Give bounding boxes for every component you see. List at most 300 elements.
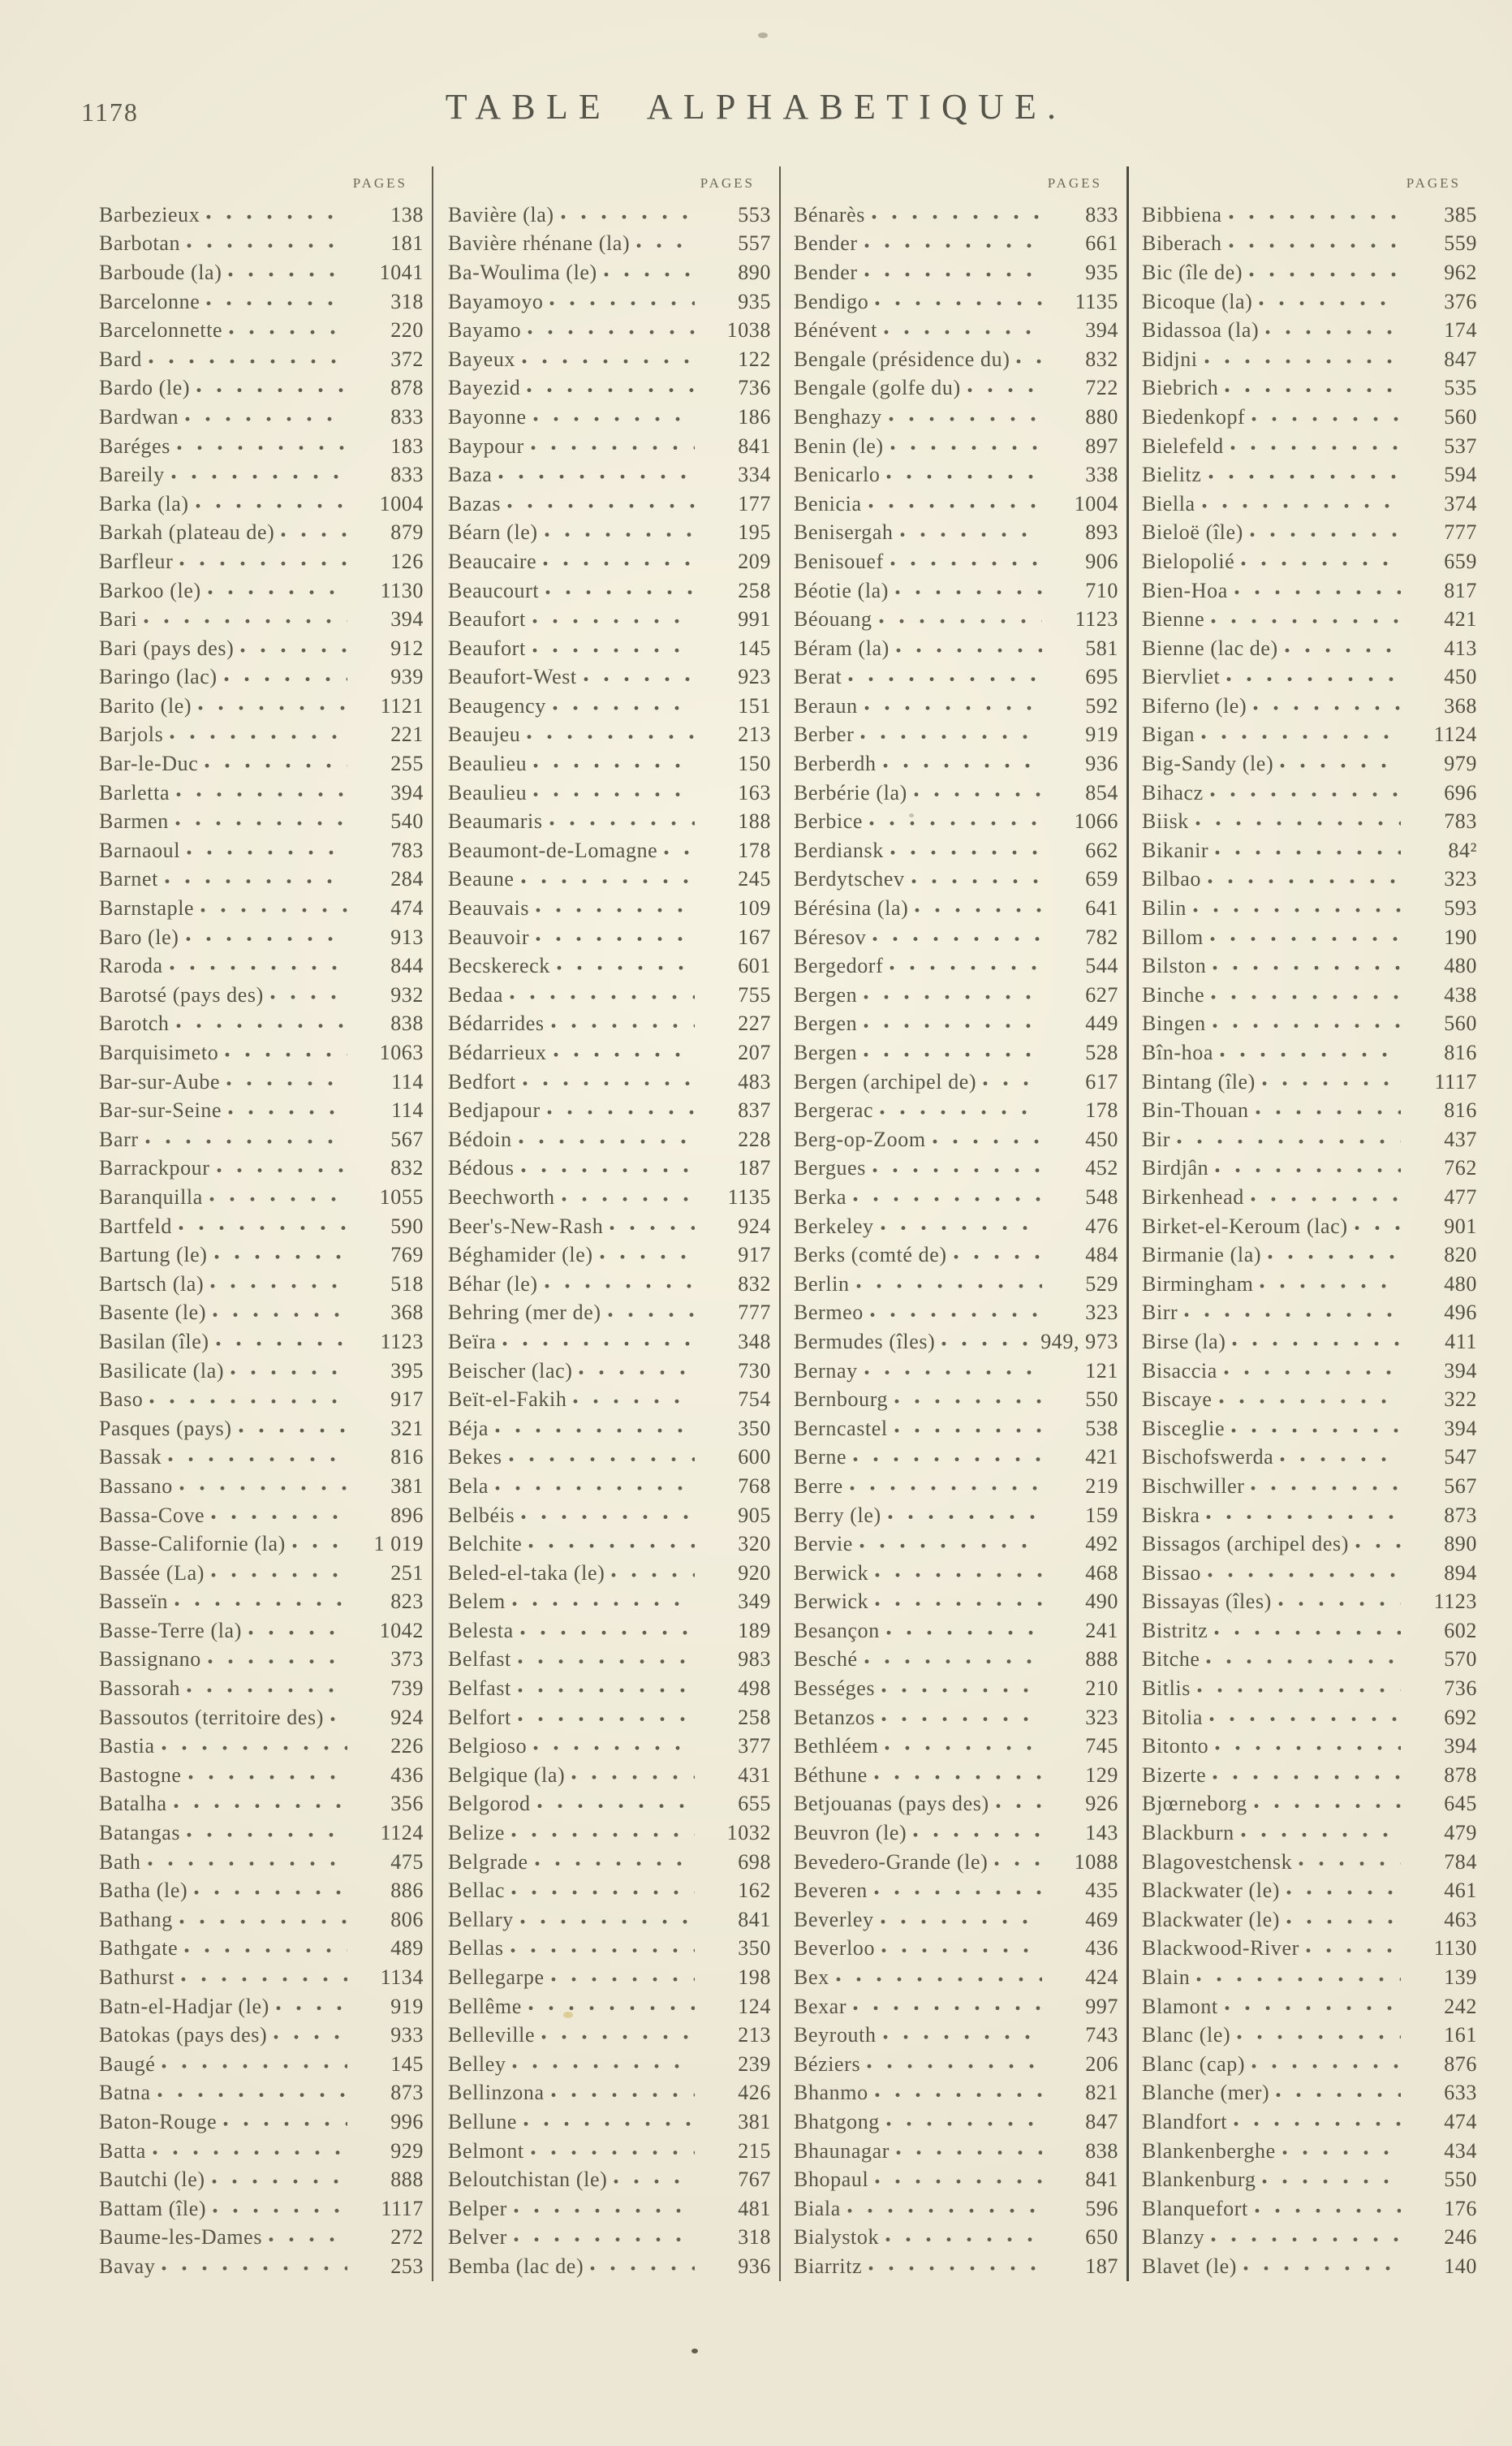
entry-name: Bergen [794,1041,858,1065]
entry-name: Berks (comté de) [794,1243,947,1267]
entry-name: Barboude (la) [99,260,222,284]
index-entry [1142,1385,1477,1414]
index-entry [99,1703,424,1732]
ink-speck [563,2012,573,2018]
entry-page-number: 334 [738,463,771,487]
entry-page-number: 161 [1444,2023,1477,2047]
dot-leader [212,2165,347,2194]
entry-name: Beechworth [448,1184,555,1209]
entry-name: Bassée (La) [99,1560,205,1585]
entry-page-number: 450 [1085,1127,1118,1151]
dot-leader [521,1154,695,1184]
dot-leader [881,1703,1042,1732]
entry-name: Bicoque (la) [1142,289,1253,313]
dot-leader [518,1703,695,1732]
entry-page-number: 167 [738,925,771,949]
dot-leader [187,230,347,259]
entry-page-number: 548 [1085,1184,1118,1209]
dot-leader [228,1096,347,1125]
dot-leader [896,634,1042,663]
pages-column-header: PAGES [1406,175,1461,191]
index-entry [99,316,424,345]
index-entry [99,981,424,1010]
entry-name: Bergedorf [794,954,884,978]
dot-leader [1196,1963,1401,1992]
dot-leader [541,2021,695,2050]
index-entry [99,951,424,981]
entry-page-number: 936 [738,2254,771,2278]
dot-leader [545,519,695,548]
index-entry [794,201,1118,230]
entry-page-number: 924 [390,1705,424,1729]
dot-leader [518,1674,695,1703]
entry-name: Bir [1142,1127,1171,1151]
entry-page-number: 1130 [1433,1936,1477,1961]
entry-name: Bermudes (îles) [794,1329,936,1353]
index-entry [99,1357,424,1386]
entry-page-number: 177 [738,491,771,516]
index-entry [99,779,424,808]
entry-page-number: 996 [390,2109,424,2133]
entry-page-number: 213 [738,2023,771,2047]
index-entry [448,923,771,952]
index-entry [99,663,424,692]
entry-name: Barkah (plateau de) [99,520,275,545]
index-entry [794,2079,1118,2108]
entry-name: Berberdh [794,752,877,776]
index-entry [448,721,771,750]
entry-page-number: 174 [1444,318,1477,343]
dot-leader [864,1357,1042,1386]
entry-page-number: 873 [390,2081,424,2105]
entry-name: Bartfeld [99,1214,172,1238]
entry-page-number: 590 [390,1214,424,1238]
entry-page-number: 518 [390,1271,424,1296]
dot-leader [886,2107,1042,2137]
entry-name: Béouang [794,607,872,632]
dot-leader [886,460,1042,490]
entry-name: Billom [1142,925,1204,949]
dot-leader [208,576,347,606]
index-entry [794,1818,1118,1848]
index-entry [448,1848,771,1877]
entry-name: Blackburn [1142,1821,1234,1845]
entry-name: Birkenhead [1142,1184,1244,1209]
entry-name: Bavay [99,2254,156,2278]
entry-name: Beaumont-de-Lomagne [448,838,658,862]
index-entry [448,1327,771,1357]
dot-leader [1280,749,1401,779]
entry-page-number: 421 [1444,607,1477,632]
entry-name: Bintang (île) [1142,1069,1256,1094]
dot-leader [1255,2194,1401,2224]
entry-page-number: 919 [390,1994,424,2018]
dot-leader [853,1443,1042,1473]
entry-name: Beverley [794,1907,874,1931]
index-entry [448,2194,771,2224]
entry-name: Barnaoul [99,838,181,862]
entry-name: Bissao [1142,1560,1201,1585]
dot-leader [890,951,1042,981]
entry-name: Betanzos [794,1705,876,1729]
dot-leader [537,1790,695,1819]
entry-name: Bielopolié [1142,549,1235,573]
ink-speck [909,813,914,817]
entry-name: Baton-Rouge [99,2109,218,2133]
entry-name: Beïra [448,1329,497,1353]
index-entry [448,1646,771,1675]
dot-leader [1215,836,1401,865]
index-entry [1142,1963,1477,1992]
entry-page-number: 538 [1085,1416,1118,1440]
entry-name: Blandfort [1142,2109,1228,2133]
entry-page-number: 816 [390,1445,424,1469]
index-entry [99,1068,424,1097]
index-entry [1142,316,1477,345]
entry-page-number: 879 [390,520,424,545]
entry-page-number: 368 [1444,693,1477,718]
index-entry [448,2021,771,2050]
entry-page-number: 1 019 [373,1532,424,1556]
entry-name: Bethléem [794,1734,879,1758]
dot-leader [179,1472,347,1501]
index-entry [99,1935,424,1964]
entry-page-number: 936 [1085,752,1118,776]
entry-page-number: 322 [1444,1387,1477,1412]
dot-leader [269,2224,347,2253]
index-entry [99,1905,424,1935]
entry-name: Beaumaris [448,809,543,834]
entry-page-number: 480 [1444,954,1477,978]
index-entry [1142,519,1477,548]
entry-name: Bienne (lac de) [1142,636,1278,660]
dot-leader [1206,1646,1401,1675]
entry-name: Bernbourg [794,1387,889,1412]
entry-page-number: 483 [738,1069,771,1094]
entry-name: Bari [99,607,138,632]
entry-name: Bisceglie [1142,1416,1226,1440]
entry-page-number: 373 [390,1647,424,1672]
entry-page-number: 129 [1085,1762,1118,1787]
dot-leader [495,1414,695,1443]
entry-name: Bességes [794,1676,876,1701]
index-entry [99,634,424,663]
entry-page-number: 138 [390,202,424,226]
dot-leader [911,865,1042,895]
dot-leader [551,1963,695,1992]
index-entry [99,1559,424,1588]
index-entry [448,1935,771,1964]
dot-leader [1237,2021,1401,2050]
entry-page-number: 913 [390,925,424,949]
dot-leader [885,1732,1042,1761]
index-entry [794,490,1118,519]
dot-leader [292,1529,347,1559]
entry-name: Bhaunagar [794,2138,890,2163]
entry-name: Becskereck [448,954,550,978]
index-entry [448,1183,771,1212]
entry-page-number: 122 [738,347,771,371]
entry-page-number: 935 [1085,260,1118,284]
dot-leader [514,2224,695,2253]
entry-page-number: 1004 [1074,491,1118,516]
dot-leader [860,721,1042,750]
entry-page-number: 847 [1444,347,1477,371]
entry-page-number: 209 [738,549,771,573]
entry-page-number: 207 [738,1041,771,1065]
entry-page-number: 1038 [726,318,771,343]
entry-page-number: 1130 [380,578,424,602]
entry-name: Béziers [794,2051,861,2076]
index-entry [99,2021,424,2050]
index-entry [1142,2224,1477,2253]
entry-page-number: 762 [1444,1156,1477,1180]
dot-leader [270,981,347,1010]
dot-leader [148,1848,347,1877]
index-entry [99,1963,424,1992]
index-entry [448,403,771,432]
entry-name: Belfast [448,1647,511,1672]
entry-name: Barr [99,1127,139,1151]
entry-name: Beaujeu [448,723,521,747]
index-entry [448,749,771,779]
entry-name: Bellary [448,1907,514,1931]
dot-leader [884,316,1042,345]
dot-leader [230,1357,347,1386]
entry-name: Beauvais [448,896,530,921]
entry-name: Berwick [794,1590,869,1614]
dot-leader [1208,460,1401,490]
entry-name: Berdiansk [794,838,884,862]
entry-name: Besché [794,1647,858,1672]
entry-name: Bervie [794,1532,853,1556]
index-entry [448,1154,771,1184]
entry-page-number: 919 [1085,723,1118,747]
entry-name: Belize [448,1821,506,1845]
entry-page-number: 394 [390,780,424,805]
index-entry [448,2137,771,2166]
entry-page-number: 838 [390,1012,424,1036]
entry-name: Bigan [1142,723,1195,747]
dot-leader [571,1761,695,1790]
index-entry [99,836,424,865]
entry-name: Basilicate (la) [99,1358,225,1383]
entry-page-number: 350 [738,1416,771,1440]
dot-leader [1225,1992,1401,2021]
entry-name: Barbezieux [99,202,200,226]
entry-name: Berwick [794,1560,869,1585]
entry-name: Bender [794,260,858,284]
entry-name: Belper [448,2196,507,2220]
entry-page-number: 374 [1444,491,1477,516]
entry-page-number: 695 [1085,665,1118,689]
entry-page-number: 876 [1444,2051,1477,2076]
dot-leader [511,1876,695,1905]
index-entry [1142,1876,1477,1905]
dot-leader [853,1183,1042,1212]
index-entry [1142,2079,1477,2108]
index-entry [794,1992,1118,2021]
entry-name: Bergues [794,1156,866,1180]
entry-name: Berlin [794,1271,850,1296]
index-entry [448,1385,771,1414]
dot-leader [864,258,1042,287]
dot-leader [868,490,1042,519]
dot-leader [889,403,1042,432]
index-entry [448,547,771,576]
entry-page-number: 983 [738,1647,771,1672]
index-entry [448,1818,771,1848]
entry-page-number: 437 [1444,1127,1477,1151]
entry-name: Barnstaple [99,896,195,921]
entry-page-number: 198 [738,1965,771,1990]
entry-name: Bellinzona [448,2081,545,2105]
index-entry [99,1240,424,1270]
dot-leader [274,2021,347,2050]
entry-name: Biisk [1142,809,1189,834]
dot-leader [881,1905,1042,1935]
index-entry [1142,692,1477,721]
index-entry [99,374,424,403]
index-entry [99,345,424,374]
entry-page-number: 912 [390,636,424,660]
entry-name: Big-Sandy (le) [1142,752,1274,776]
dot-leader [214,1240,347,1270]
entry-name: Biskra [1142,1503,1200,1527]
index-entry [99,1010,424,1039]
entry-name: Bekes [448,1445,502,1469]
index-entry [448,779,771,808]
index-entry [794,1559,1118,1588]
entry-page-number: 436 [1085,1936,1118,1961]
entry-page-number: 627 [1085,982,1118,1007]
entry-page-number: 854 [1085,780,1118,805]
entry-page-number: 890 [1444,1532,1477,1556]
dot-leader [223,2107,347,2137]
entry-page-number: 923 [738,665,771,689]
entry-name: Pasques (pays) [99,1416,232,1440]
dot-leader [177,432,347,461]
entry-page-number: 1117 [381,2196,424,2220]
index-entry [99,230,424,259]
entry-page-number: 783 [390,838,424,862]
index-entry [1142,1068,1477,1097]
index-entry [1142,258,1477,287]
dot-leader [875,2165,1042,2194]
index-entry [448,2252,771,2281]
entry-name: Belfort [448,1705,511,1729]
entry-page-number: 251 [390,1560,424,1585]
entry-page-number: 878 [1444,1762,1477,1787]
entry-name: Beaufort-West [448,665,577,689]
entry-name: Bautchi (le) [99,2168,205,2192]
entry-name: Biferno (le) [1142,693,1247,718]
index-entry [99,1588,424,1617]
entry-page-number: 745 [1085,1734,1118,1758]
entry-page-number: 479 [1444,1821,1477,1845]
entry-page-number: 755 [738,982,771,1007]
index-entry [794,258,1118,287]
index-entry [794,807,1118,836]
entry-name: Barka (la) [99,491,189,516]
index-entry [1142,1240,1477,1270]
entry-name: Bikanir [1142,838,1209,862]
entry-name: Besançon [794,1618,880,1642]
dot-leader [206,201,347,230]
dot-leader [186,923,347,952]
index-entry [794,605,1118,634]
entry-name: Baza [448,463,493,487]
dot-leader [1251,1183,1401,1212]
index-entry [1142,865,1477,895]
index-entry [794,1327,1118,1357]
entry-name: Bassano [99,1473,173,1498]
index-entry [794,1646,1118,1675]
index-entry [99,1154,424,1184]
entry-page-number: 650 [1085,2225,1118,2250]
dot-leader [511,1818,695,1848]
entry-name: Bendigo [794,289,869,313]
entry-name: Barito (le) [99,693,192,718]
entry-name: Bard [99,347,142,371]
index-entry [794,1761,1118,1790]
index-entry [794,1414,1118,1443]
dot-leader [867,2050,1042,2079]
index-entry [1142,1212,1477,1241]
entry-page-number: 932 [390,982,424,1007]
entry-name: Belem [448,1590,506,1614]
dot-leader [198,692,347,721]
entry-page-number: 178 [1085,1098,1118,1123]
index-entry [448,1703,771,1732]
entry-name: Baréges [99,434,170,458]
entry-name: Bischwiller [1142,1473,1245,1498]
index-entry [1142,201,1477,230]
entry-name: Biella [1142,491,1195,516]
entry-name: Beraun [794,693,858,718]
ink-speck [691,2349,698,2353]
dot-leader [983,1068,1042,1097]
dot-leader [1195,807,1401,836]
index-entry [1142,1357,1477,1386]
dot-leader [847,2194,1042,2224]
index-entry [1142,807,1477,836]
entry-name: Biberach [1142,231,1222,256]
entry-page-number: 114 [391,1069,424,1094]
index-entry [794,951,1118,981]
dot-leader [900,519,1043,548]
entry-name: Bela [448,1473,489,1498]
entry-page-number: 567 [390,1127,424,1151]
entry-page-number: 463 [1444,1907,1477,1931]
entry-page-number: 452 [1085,1156,1118,1180]
index-entry [99,460,424,490]
entry-page-number: 323 [1085,1705,1118,1729]
entry-name: Birse (la) [1142,1329,1226,1353]
entry-page-number: 528 [1085,1041,1118,1065]
index-entry [448,432,771,461]
entry-name: Bemba (lac de) [448,2254,584,2278]
index-entry [1142,1559,1477,1588]
dot-leader [533,403,695,432]
entry-page-number: 592 [1085,693,1118,718]
index-entry [794,779,1118,808]
entry-name: Beer's-New-Rash [448,1214,604,1238]
entry-name: Belesta [448,1618,514,1642]
entry-page-number: 550 [1444,2168,1477,2192]
entry-page-number: 474 [390,896,424,921]
index-entry [794,1443,1118,1473]
